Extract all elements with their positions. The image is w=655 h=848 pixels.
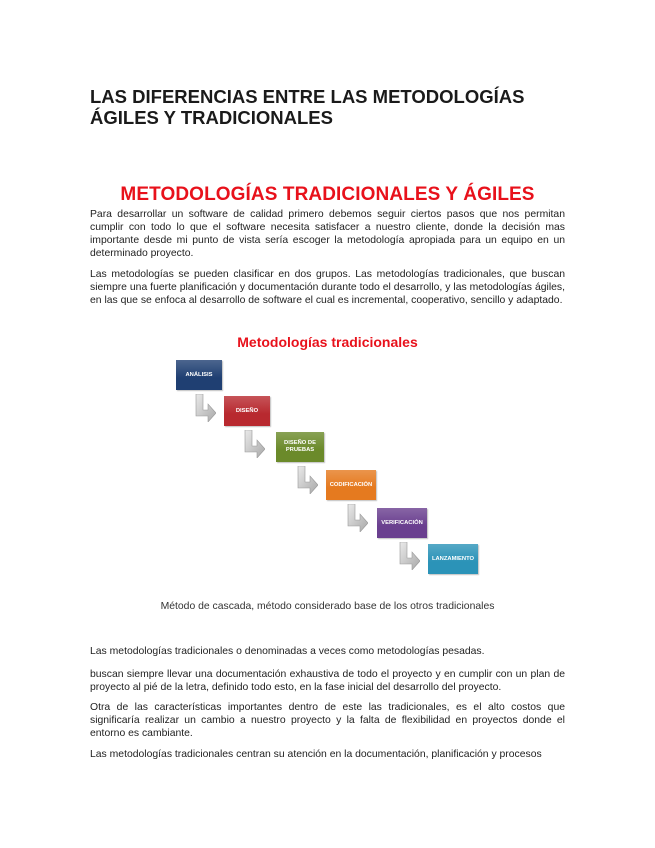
documentation-paragraph: buscan siempre llevar una documentación exhaustiva de todo el proyecto y en cumplir con un plan de proyecto al pié de la letra, definido todo esto, en la fase inicial del desarrollo del proyecto.: [90, 669, 565, 694]
document-title: LAS DIFERENCIAS ENTRE LAS METODOLOGÍAS ÁGILES Y TRADICIONALES: [90, 86, 525, 128]
step-coding-label: CODIFICACIÓN: [329, 481, 373, 488]
focus-paragraph: Las metodologías tradicionales centran su atención en la documentación, planificación y procesos: [90, 749, 542, 760]
step-analysis: [176, 360, 222, 390]
waterfall-diagram: [176, 358, 482, 582]
step-coding: [326, 470, 376, 500]
step-design: [224, 396, 270, 426]
classification-paragraph: Las metodologías se pueden clasificar en dos grupos. Las metodologías tradicionales, que buscan siempre una fuerte planificación y documentación durante todo el desarrollo, y las metodologías ágiles, en las que se enfoca al desarrollo de software el cual es incremental, cooperativo, sencillo y adaptado.: [90, 269, 565, 307]
arrow-down-right-icon: [296, 466, 318, 494]
intro-paragraph: Para desarrollar un software de calidad primero debemos seguir ciertos pasos que nos permitan cumplir con todo lo que el software necesita satisfacer a nuestro cliente, donde la decisión mas importante desde mi punto de vista sería escoger la metodología apropiada para un equipo en un determinado proyecto.: [90, 209, 565, 260]
step-test-design: [276, 432, 324, 462]
step-test-design-label: DISEÑO DE PRUEBAS: [284, 440, 316, 453]
section-title: METODOLOGÍAS TRADICIONALES Y ÁGILES: [120, 184, 535, 205]
characteristics-paragraph: Otra de las características importantes dentro de este las tradicionales, es el alto costos que significaría realizar un cambio a nuestro proyecto y la falta de flexibilidad en proyectos donde el entorno es cambiante.: [90, 702, 565, 740]
heavy-methodologies-paragraph: Las metodologías tradicionales o denominadas a veces como metodologías pesadas.: [90, 646, 485, 657]
step-verification-label: VERIFICACIÓN: [381, 519, 423, 526]
arrow-down-right-icon: [243, 430, 265, 458]
arrow-down-right-icon: [194, 394, 216, 422]
arrow-down-right-icon: [398, 542, 420, 570]
step-launch-label: LANZAMIENTO: [431, 555, 475, 562]
subsection-title: Metodologías tradicionales: [237, 334, 418, 350]
step-analysis-label: ANÁLISIS: [185, 371, 213, 378]
step-launch: [428, 544, 478, 574]
step-design-label: DISEÑO: [235, 407, 259, 414]
step-verification: [377, 508, 427, 538]
diagram-caption: Método de cascada, método considerado base de los otros tradicionales: [160, 601, 495, 612]
arrow-down-right-icon: [346, 504, 368, 532]
